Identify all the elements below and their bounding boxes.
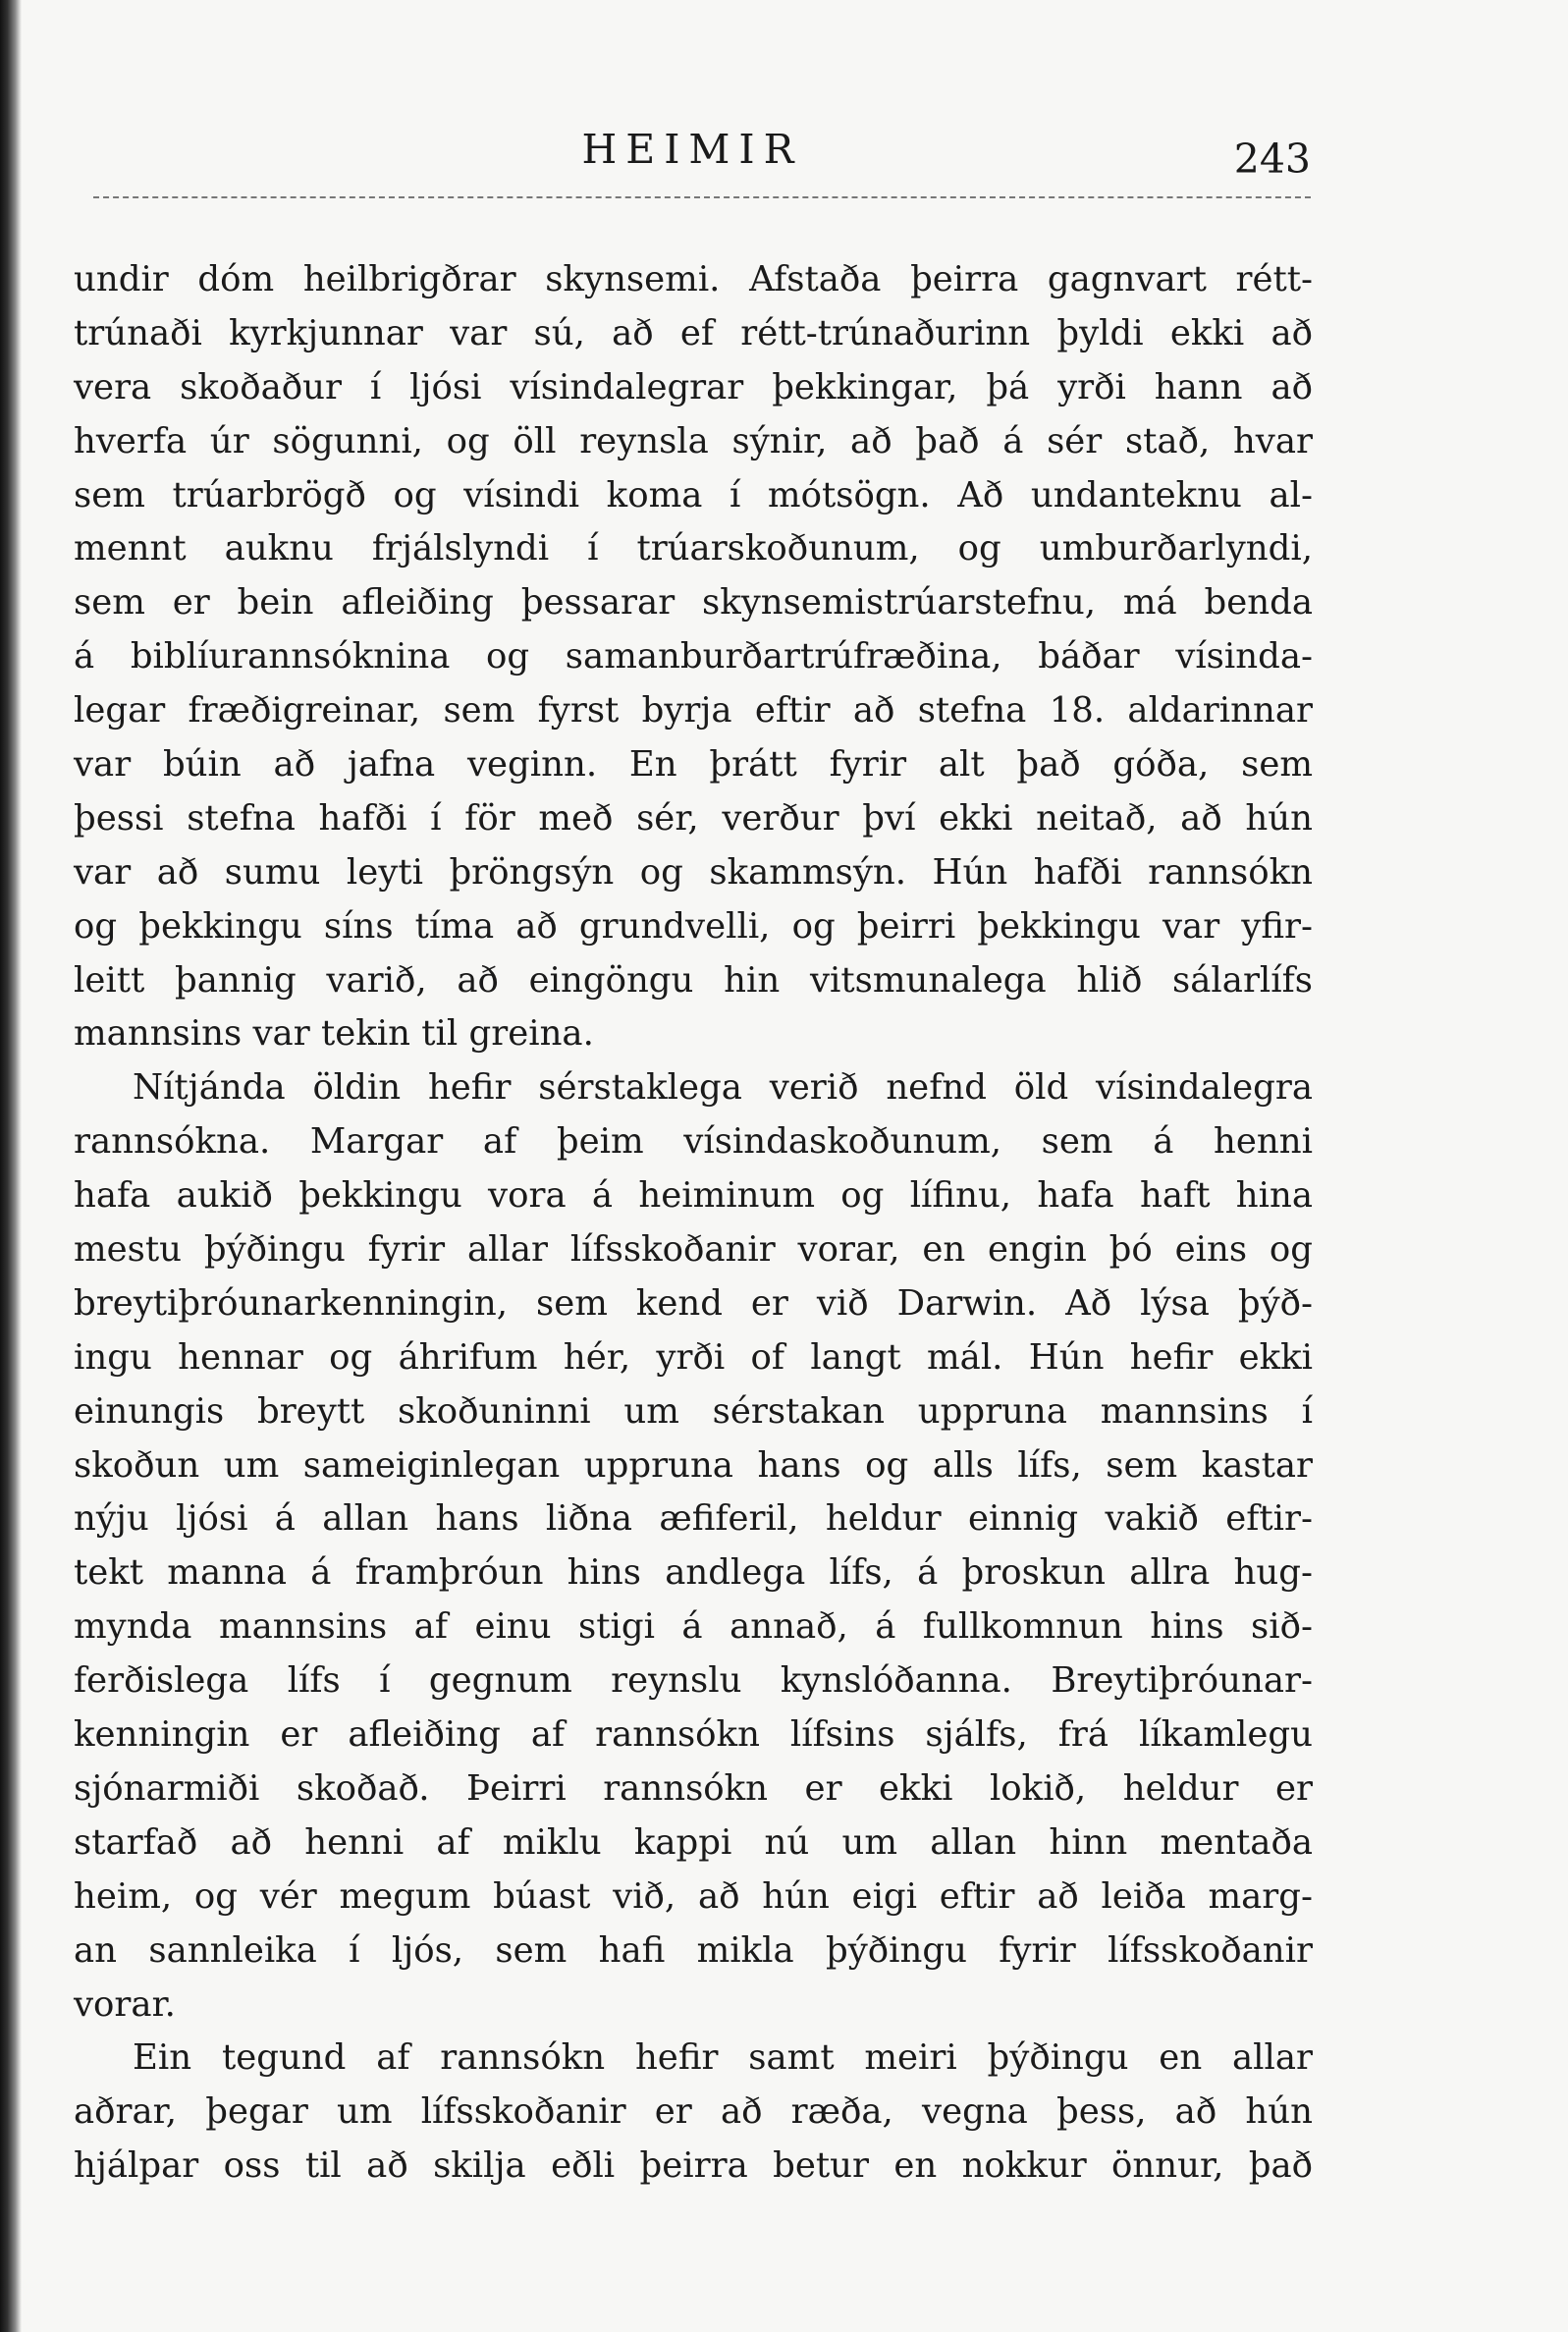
text-line: hafa aukið þekkingu vora á heiminum og lífinu, hafa haft hina xyxy=(74,1175,1313,1217)
text-line: mannsins var tekin til greina. xyxy=(74,1013,594,1055)
text-line: vorar. xyxy=(74,1983,176,2025)
text-line: mestu þýðingu fyrir allar lífsskoðanir vorar, en engin þó eins og xyxy=(74,1229,1313,1271)
text-line: tekt manna á framþróun hins andlega lífs, á þroskun allra hug- xyxy=(74,1552,1313,1594)
text-line: skoðun um sameiginlegan uppruna hans og alls lífs, sem kastar xyxy=(74,1444,1313,1486)
page-number: 243 xyxy=(1233,136,1311,183)
body-text xyxy=(74,253,1313,2194)
text-line: undir dóm heilbrigðrar skynsemi. Afstaða þeirra gagnvart rétt- xyxy=(74,259,1313,299)
text-line: sjónarmiði skoðað. Þeirri rannsókn er ekki lokið, heldur er xyxy=(74,1767,1313,1809)
text-line: á biblíurannsóknina og samanburðartrúfræðina, báðar vísinda- xyxy=(74,636,1313,678)
text-line: mennt auknu frjálslyndi í trúarskoðunum, og umburðarlyndi, xyxy=(74,528,1313,569)
text-line: rannsókna. Margar af þeim vísindaskoðunum, sem á henni xyxy=(74,1121,1313,1163)
text-line: Nítjánda öldin hefir sérstaklega verið nefnd öld vísindalegra xyxy=(133,1067,1313,1109)
text-line: Ein tegund af rannsókn hefir samt meiri þýðingu en allar xyxy=(133,2037,1313,2079)
page-header xyxy=(74,126,1311,185)
text-line: nýju ljósi á allan hans liðna æfiferil, heldur einnig vakið eftir- xyxy=(74,1498,1313,1540)
text-line: var búin að jafna veginn. En þrátt fyrir alt það góða, sem xyxy=(74,744,1313,786)
text-line: starfað að henni af miklu kappi nú um allan hinn mentaða xyxy=(74,1821,1313,1863)
text-line: an sannleika í ljós, sem hafi mikla þýðingu fyrir lífsskoðanir xyxy=(74,1929,1313,1971)
text-line: var að sumu leyti þröngsýn og skammsýn. Hún hafði rannsókn xyxy=(74,851,1313,893)
text-line: aðrar, þegar um lífsskoðanir er að ræða, vegna þess, að hún xyxy=(74,2091,1313,2133)
text-line: trúnaði kyrkjunnar var sú, að ef rétt-trúnaðurinn þyldi ekki að xyxy=(74,312,1313,353)
running-title: HEIMIR xyxy=(581,126,803,173)
text-line: leitt þannig varið, að eingöngu hin vitsmunalega hlið sálarlífs xyxy=(74,959,1313,1001)
text-line: breytiþróunarkenningin, sem kend er við Darwin. Að lýsa þýð- xyxy=(74,1282,1313,1324)
text-line: ingu hennar og áhrifum hér, yrði of langt mál. Hún hefir ekki xyxy=(74,1336,1313,1378)
text-line: hjálpar oss til að skilja eðli þeirra betur en nokkur önnur, það xyxy=(74,2145,1313,2187)
text-line: ferðislega lífs í gegnum reynslu kynslóðanna. Breytiþróunar- xyxy=(74,1660,1313,1702)
text-line: mynda mannsins af einu stigi á annað, á fullkomnun hins sið- xyxy=(74,1606,1313,1648)
text-line: kenningin er afleiðing af rannsókn lífsins sjálfs, frá líkamlegu xyxy=(74,1714,1313,1756)
text-line: einungis breytt skoðuninni um sérstakan uppruna mannsins í xyxy=(74,1390,1313,1432)
text-line: og þekkingu síns tíma að grundvelli, og þeirri þekkingu var yfir- xyxy=(74,905,1313,947)
text-line: sem er bein afleiðing þessarar skynsemistrúarstefnu, má benda xyxy=(74,582,1313,624)
text-line: heim, og vér megum búast við, að hún eigi eftir að leiða marg- xyxy=(74,1875,1313,1917)
text-line: sem trúarbrögð og vísindi koma í mótsögn. Að undanteknu al- xyxy=(74,474,1313,515)
text-line: vera skoðaður í ljósi vísindalegrar þekkingar, þá yrði hann að xyxy=(74,366,1313,407)
book-binding-edge xyxy=(0,0,22,2332)
text-line: hverfa úr sögunni, og öll reynsla sýnir, að það á sér stað, hvar xyxy=(74,420,1313,461)
text-line: legar fræðigreinar, sem fyrst byrja eftir að stefna 18. aldarinnar xyxy=(74,690,1313,732)
text-line: þessi stefna hafði í för með sér, verður því ekki neitað, að hún xyxy=(74,797,1313,839)
header-rule xyxy=(93,196,1311,198)
